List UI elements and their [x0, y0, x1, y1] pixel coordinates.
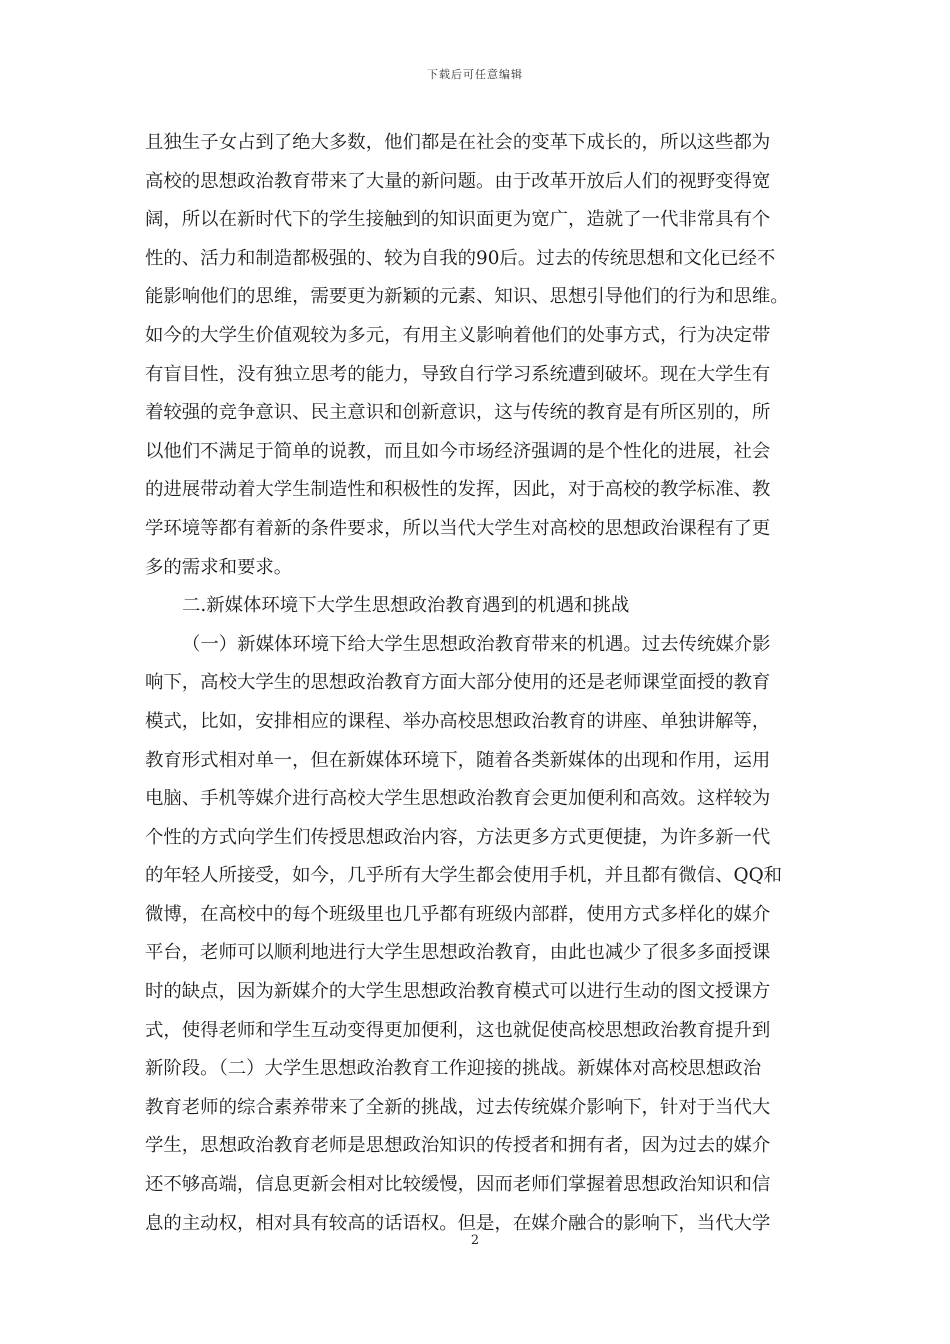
page-number: 2: [470, 1233, 480, 1248]
body-text: [145, 124, 807, 1243]
text-line: 模式，比如，安排相应的课程、举办高校思想政治教育的讲座、单独讲解等，: [145, 710, 771, 732]
text-line: 时的缺点，因为新媒介的大学生思想政治教育模式可以进行生动的图文授课方: [145, 981, 771, 1003]
text-line: 还不够高端，信息更新会相对比较缓慢，因而老师们掌握着思想政治知识和信: [145, 1174, 771, 1196]
text-line: 的进展带动着大学生制造性和积极性的发挥，因此，对于高校的教学标准、教: [145, 479, 771, 501]
header-note: 下载后可任意编辑: [427, 68, 523, 81]
text-line: 息的主动权，相对具有较高的话语权。但是，在媒介融合的影响下，当代大学: [145, 1212, 771, 1234]
text-line: 平台，老师可以顺利地进行大学生思想政治教育，由此也减少了很多多面授课: [145, 942, 771, 964]
subsection-first-line: （一）新媒体环境下给大学生思想政治教育带来的机遇。过去传统媒介影: [182, 633, 771, 655]
text-line: 多的需求和要求。: [145, 556, 293, 578]
text-line: 阔，所以在新时代下的学生接触到的知识面更为宽广，造就了一代非常具有个: [145, 209, 771, 231]
text-line: 性的、活力和制造都极强的、较为自我的90后。过去的传统思想和文化已经不: [145, 247, 776, 269]
text-line: 式，使得老师和学生互动变得更加便利，这也就促使高校思想政治教育提升到: [145, 1019, 771, 1041]
text-line: 学环境等都有着新的条件要求，所以当代大学生对高校的思想政治课程有了更: [145, 517, 771, 539]
text-line: 微博，在高校中的每个班级里也几乎都有班级内部群，使用方式多样化的媒介: [145, 903, 771, 925]
text-line: 且独生子女占到了绝大多数，他们都是在社会的变革下成长的，所以这些都为: [145, 132, 771, 153]
text-line: 教育老师的综合素养带来了全新的挑战，过去传统媒介影响下，针对于当代大: [145, 1096, 771, 1118]
text-line: 电脑、手机等媒介进行高校大学生思想政治教育会更加便利和高效。这样较为: [145, 788, 771, 810]
text-line: 如今的大学生价值观较为多元，有用主义影响着他们的处事方式，行为决定带: [145, 324, 771, 346]
text-line: 的年轻人所接受，如今，几乎所有大学生都会使用手机，并且都有微信、QQ和: [145, 865, 783, 887]
section-heading: 二.新媒体环境下大学生思想政治教育遇到的机遇和挑战: [182, 595, 630, 617]
text-line: 有盲目性，没有独立思考的能力，导致自行学习系统遭到破坏。现在大学生有: [145, 363, 771, 385]
text-line: 个性的方式向学生们传授思想政治内容，方法更多方式更便捷，为许多新一代: [145, 826, 771, 848]
text-line: 高校的思想政治教育带来了大量的新问题。由于改革开放后人们的视野变得宽: [145, 170, 771, 192]
text-line: 响下，高校大学生的思想政治教育方面大部分使用的还是老师课堂面授的教育: [145, 672, 771, 694]
text-line: 教育形式相对单一，但在新媒体环境下，随着各类新媒体的出现和作用，运用: [145, 749, 771, 771]
text-line: 以他们不满足于简单的说教，而且如今市场经济强调的是个性化的进展，社会: [145, 440, 771, 462]
text-line: 着较强的竞争意识、民主意识和创新意识，这与传统的教育是有所区别的，所: [145, 402, 771, 424]
text-line: 学生，思想政治教育老师是思想政治知识的传授者和拥有者，因为过去的媒介: [145, 1135, 771, 1157]
text-line: 能影响他们的思维，需要更为新颖的元素、知识、思想引导他们的行为和思维。: [145, 286, 789, 308]
text-line: 新阶段。（二）大学生思想政治教育工作迎接的挑战。新媒体对高校思想政治: [145, 1058, 762, 1080]
